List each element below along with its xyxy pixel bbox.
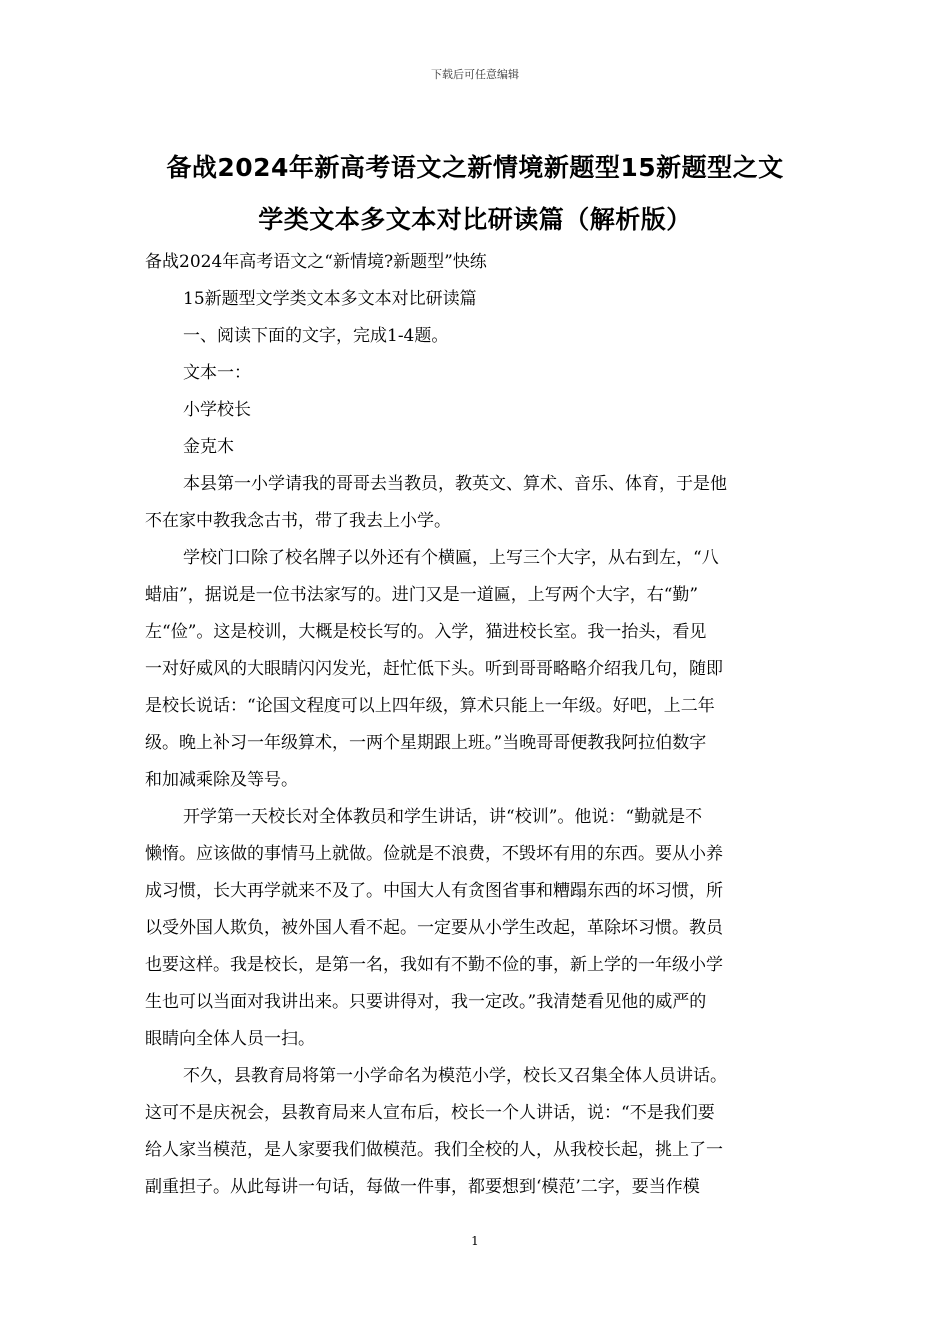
paragraph-line: 以受外国人欺负，被外国人看不起。一定要从小学生改起，革除坏习惯。教员 <box>145 918 723 938</box>
paragraph-1 <box>145 466 807 540</box>
paragraph-line: 学校门口除了校名牌子以外还有个横匾，上写三个大字，从右到左，“八 <box>183 548 719 568</box>
paragraph-line: 眼睛向全体人员一扫。 <box>145 1029 315 1049</box>
paragraph-line: 生也可以当面对我讲出来。只要讲得对，我一定改。”我清楚看见他的威严的 <box>145 992 707 1012</box>
document-title <box>145 142 805 246</box>
paragraph-line: 不在家中教我念古书，带了我去上小学。 <box>145 511 451 531</box>
title-line-2: 学类文本多文本对比研读篇（解析版） <box>258 205 692 234</box>
paragraph-line: 不久，县教育局将第一小学命名为模范小学，校长又召集全体人员讲话。 <box>183 1066 727 1086</box>
section-line: 15新题型文学类文本多文本对比研读篇 <box>183 289 477 309</box>
paragraph-line: 懒惰。应该做的事情马上就做。俭就是不浪费，不毁坏有用的东西。要从小养 <box>145 844 723 864</box>
paragraph-line: 一对好威风的大眼睛闪闪发光，赶忙低下头。听到哥哥略略介绍我几句，随即 <box>145 659 723 679</box>
document-body <box>145 244 807 1206</box>
paragraph-line: 给人家当模范，是人家要我们做模范。我们全校的人，从我校长起，挑上了一 <box>145 1140 723 1160</box>
page-number: 1 <box>471 1234 479 1248</box>
intro-line: 备战2024年高考语文之“新情境?新题型”快练 <box>145 252 487 272</box>
title-line-1: 备战2024年新高考语文之新情境新题型15新题型之文 <box>166 153 784 182</box>
paragraph-line: 和加减乘除及等号。 <box>145 770 298 790</box>
paragraph-line: 也要这样。我是校长，是第一名，我如有不勤不俭的事，新上学的一年级小学 <box>145 955 723 975</box>
paragraph-2 <box>145 540 807 799</box>
paragraph-line: 蜡庙”，据说是一位书法家写的。进门又是一道匾，上写两个大字，右“勤” <box>145 585 699 605</box>
paragraph-line: 这可不是庆祝会，县教育局来人宣布后，校长一个人讲话，说：“不是我们要 <box>145 1103 715 1123</box>
paragraph-line: 级。晚上补习一年级算术，一两个星期跟上班。”当晚哥哥便教我阿拉伯数字 <box>145 733 707 753</box>
text-label: 文本一： <box>183 363 251 383</box>
header-note: 下载后可任意编辑 <box>431 68 519 81</box>
paragraph-3 <box>145 799 807 1058</box>
paragraph-line: 本县第一小学请我的哥哥去当教员，教英文、算术、音乐、体育，于是他 <box>183 474 727 494</box>
paragraph-line: 副重担子。从此每讲一句话，每做一件事，都要想到‘模范’二字，要当作模 <box>145 1177 700 1197</box>
author: 金克木 <box>183 437 234 457</box>
question-line: 一、阅读下面的文字，完成1-4题。 <box>183 326 449 346</box>
paragraph-line: 是校长说话：“论国文程度可以上四年级，算术只能上一年级。好吧，上二年 <box>145 696 715 716</box>
paragraph-line: 开学第一天校长对全体教员和学生讲话，讲“校训”。他说：“勤就是不 <box>183 807 703 827</box>
paragraph-4 <box>145 1058 807 1206</box>
paragraph-line: 成习惯，长大再学就来不及了。中国大人有贪图省事和糟蹋东西的坏习惯，所 <box>145 881 723 901</box>
paragraph-line: 左“俭”。这是校训，大概是校长写的。入学，猫进校长室。我一抬头，看见 <box>145 622 707 642</box>
story-title: 小学校长 <box>183 400 251 420</box>
